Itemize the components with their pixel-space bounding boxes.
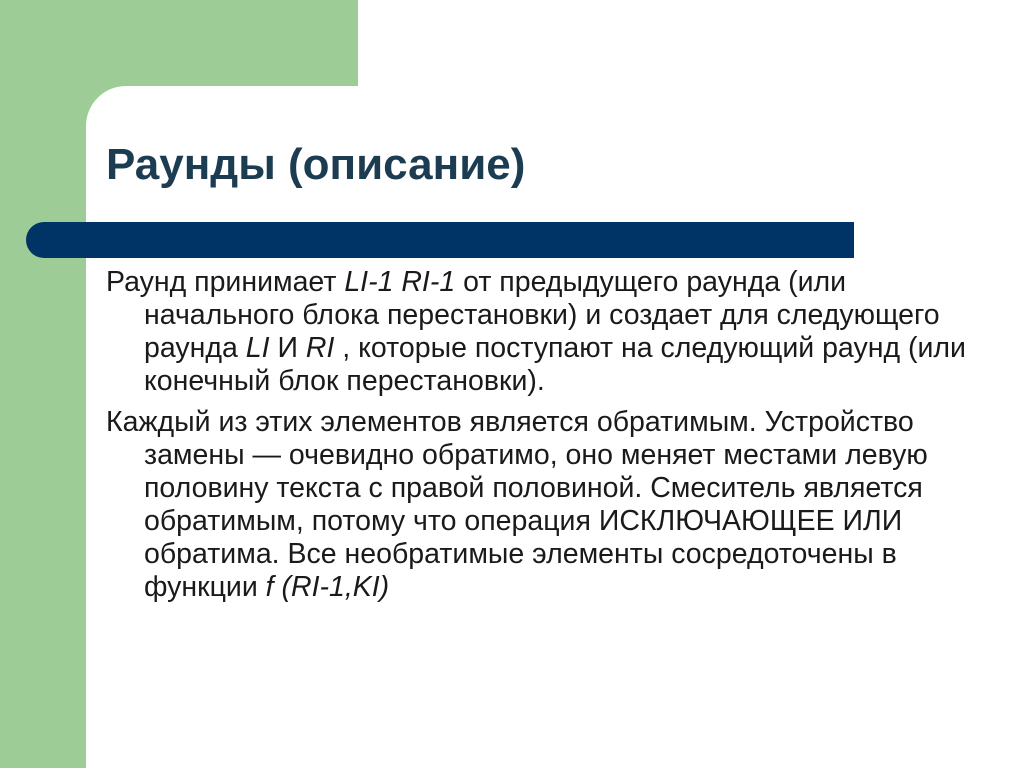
formula-span: LI	[245, 332, 270, 364]
paragraph-round-input	[106, 266, 986, 398]
text-span: Каждый из этих элементов является обратимым. Устройство замены — очевидно обратимо, оно меняет местами левую половину текста с правой половиной. Смеситель является обратимым, потому что операция ИСКЛЮЧАЮЩЕЕ ИЛИ обратима. Все необратимые элементы сосредоточены в функции	[106, 406, 928, 603]
paragraph-reversibility	[106, 406, 986, 604]
text-span: от предыдущего раунда (или начального блока перестановки) и создает для следующего раунда	[144, 266, 940, 364]
title-underline-bar	[26, 222, 854, 258]
text-span: И	[269, 332, 306, 364]
formula-span: RI	[305, 332, 335, 364]
formula-span: f (RI-1,KI)	[265, 571, 390, 603]
formula-span: LI-1 RI-1	[344, 266, 456, 298]
slide-body	[106, 266, 986, 612]
slide-title: Раунды (описание)	[106, 140, 526, 189]
text-span: , которые поступают на следующий раунд (или конечный блок перестановки).	[144, 332, 966, 397]
text-span: Раунд принимает	[106, 266, 345, 298]
